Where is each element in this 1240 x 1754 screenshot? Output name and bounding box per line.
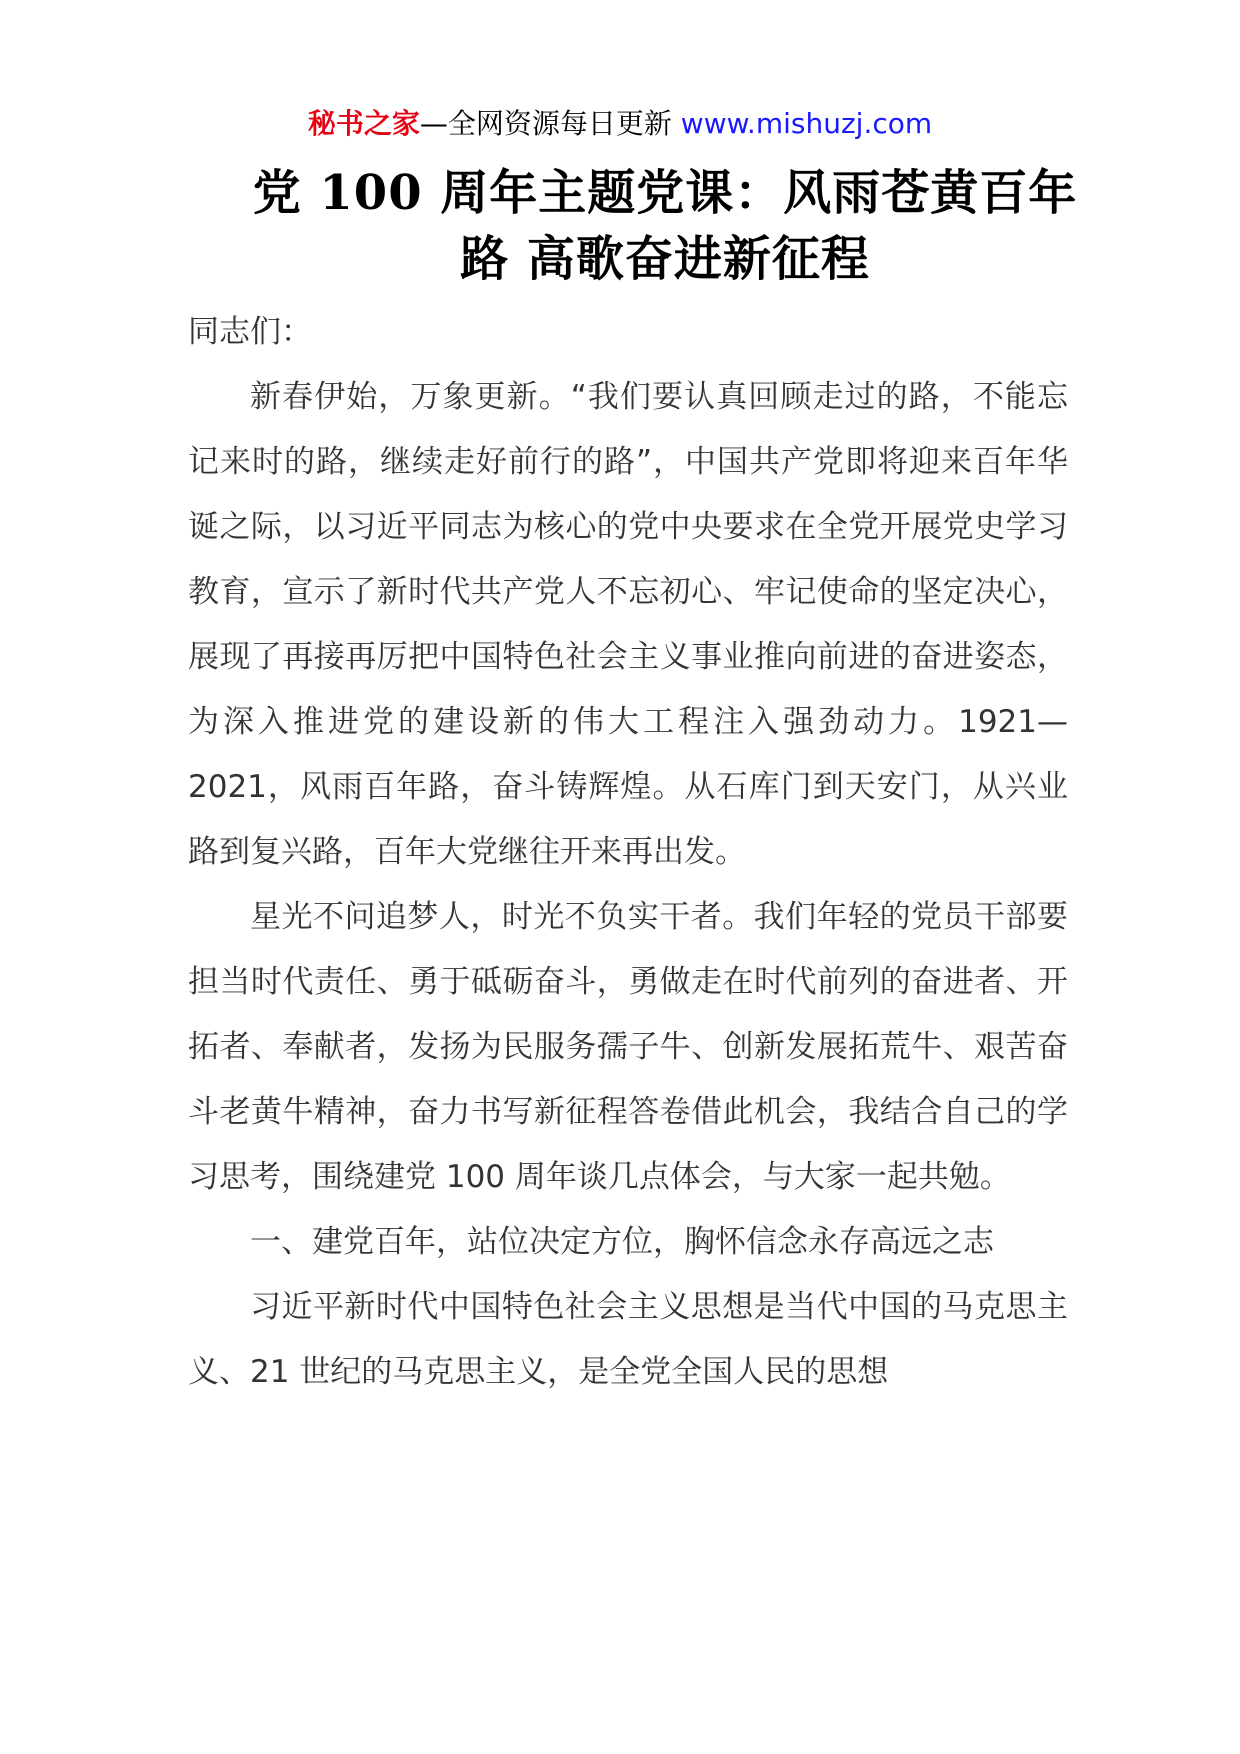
document-body	[188, 300, 1068, 1405]
paragraph-3: 习近平新时代中国特色社会主义思想是当代中国的马克思主义、21 世纪的马克思主义，是全党全国人民的思想	[188, 1289, 1068, 1390]
site-header	[0, 104, 1240, 144]
document-title	[250, 160, 1080, 292]
paragraph-2: 星光不问追梦人，时光不负实干者。我们年轻的党员干部要担当时代责任、勇于砥砺奋斗，勇做走在时代前列的奋进者、开拓者、奉献者，发扬为民服务孺子牛、创新发展拓荒牛、艰苦奋斗老黄牛精神，奋力书写新征程答卷借此机会，我结合自己的学习思考，围绕建党 100 周年谈几点体会，与大家一起共勉。	[188, 899, 1068, 1195]
title-line-1: 党 100 周年主题党课：风雨苍黄百年	[252, 165, 1078, 221]
paragraph-1: 新春伊始，万象更新。“我们要认真回顾走过的路，不能忘记来时的路，继续走好前行的路”，中国共产党即将迎来百年华诞之际，以习近平同志为核心的党中央要求在全党开展党史学习教育，宣示了新时代共产党人不忘初心、牢记使命的坚定决心，展现了再接再厉把中国特色社会主义事业推向前进的奋进姿态，为深入推进党的建设新的伟大工程注入强劲动力。1921—2021，风雨百年路，奋斗铸辉煌。从石库门到天安门，从兴业路到复兴路，百年大党继往开来再出发。	[188, 379, 1068, 870]
header-tagline: —全网资源每日更新	[419, 107, 672, 140]
title-line-2: 路 高歌奋进新征程	[460, 231, 870, 287]
brand-name: 秘书之家	[307, 107, 420, 140]
section-heading-1: 一、建党百年，站位决定方位，胸怀信念永存高远之志	[250, 1224, 994, 1260]
site-url-link[interactable]: www.mishuzj.com	[680, 107, 933, 140]
salutation: 同志们：	[188, 314, 312, 350]
